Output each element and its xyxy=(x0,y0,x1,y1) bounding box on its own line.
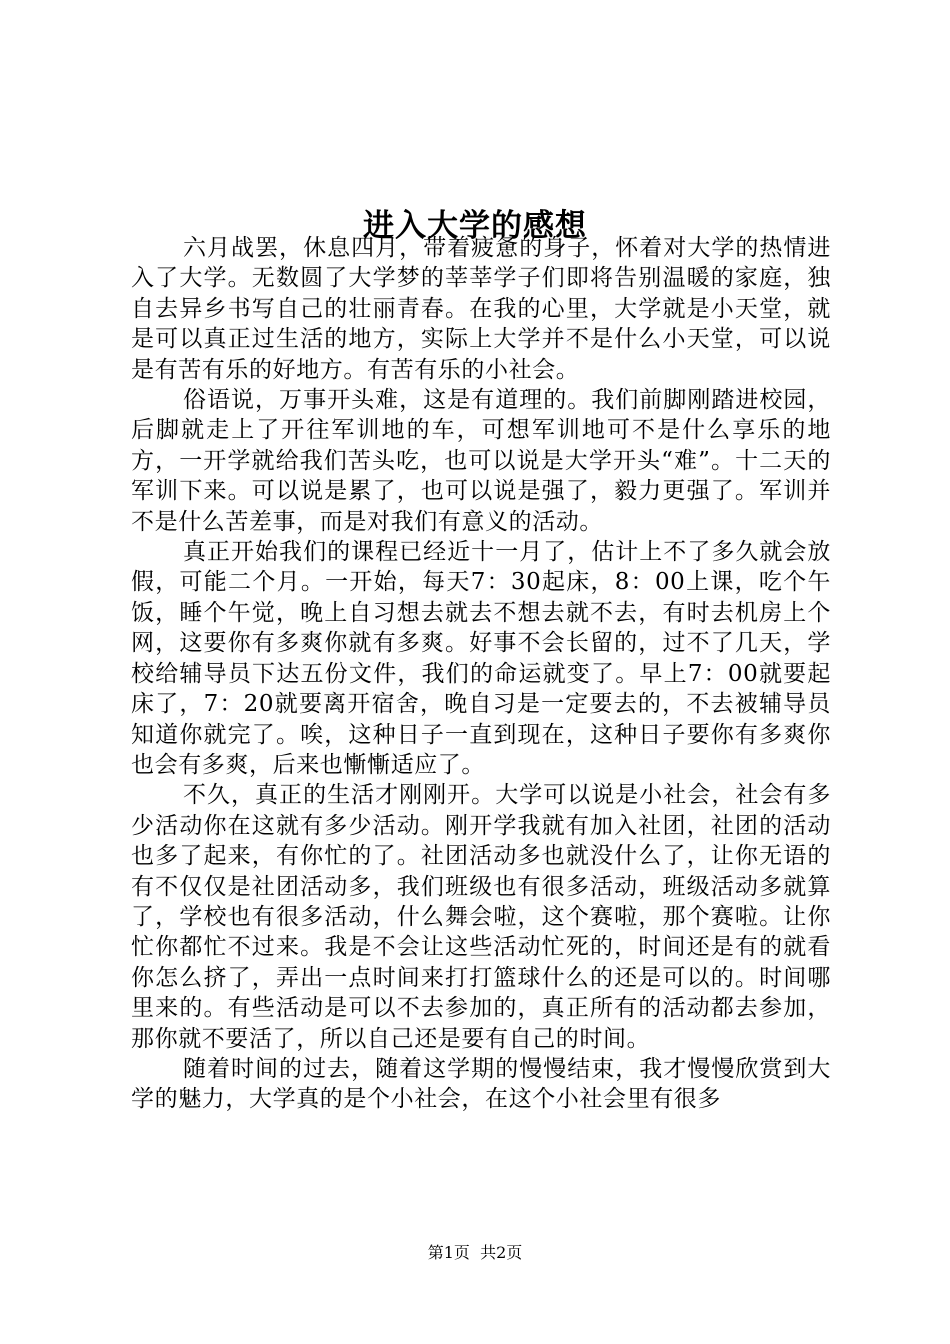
paragraph: 真正开始我们的课程已经近十一月了，估计上不了多久就会放假，可能二个月。一开始，每天7：30起床，8：00上课，吃个午饭，睡个午觉，晚上自习想去就去不想去就不去，有时去机房上个网，这要你有多爽你就有多爽。好事不会长留的，过不了几天，学校给辅导员下达五份文件，我们的命运就变了。早上7：00就要起床了，7：20就要离开宿舍，晚自习是一定要去的，不去被辅导员知道你就完了。唉，这种日子一直到现在，这种日子要你有多爽你也会有多爽，后来也慚慚适应了。 xyxy=(131,539,831,778)
document-body xyxy=(131,233,831,1115)
paragraph: 六月战罢，休息四月，带着疲惫的身子，怀着对大学的热情进入了大学。无数圆了大学梦的莘莘学子们即将告别温暖的家庭，独自去异乡书写自己的壮丽青春。在我的心里，大学就是小天堂，就是可以真正过生活的地方，实际上大学并不是什么小天堂，可以说是有苦有乐的好地方。有苦有乐的小社会。 xyxy=(131,235,831,383)
page-number-footer: 第1页 共2页 xyxy=(427,1243,523,1262)
document-title: 进入大学的感想 xyxy=(363,207,587,244)
paragraph: 不久，真正的生活才刚刚开。大学可以说是小社会，社会有多少活动你在这就有多少活动。刚开学我就有加入社团，社团的活动也多了起来，有你忙的了。社团活动多也就没什么了，让你无语的有不仅仅是社团活动多，我们班级也有很多活动，班级活动多就算了，学校也有很多活动，什么舞会啦，这个赛啦，那个赛啦。让你忙你都忙不过来。我是不会让这些活动忙死的，时间还是有的就看你怎么挤了，弄出一点时间来打打篮球什么的还是可以的。时间哪里来的。有些活动是可以不去参加的，真正所有的活动都去参加，那你就不要活了，所以自己还是要有自己的时间。 xyxy=(131,782,831,1052)
paragraph: 俗语说，万事开头难，这是有道理的。我们前脚刚踏进校园，后脚就走上了开往军训地的车，可想军训地可不是什么享乐的地方，一开学就给我们苦头吃，也可以说是大学开头“难”。十二天的军训下来。可以说是累了，也可以说是强了，毅力更强了。军训并不是什么苦差事，而是对我们有意义的活动。 xyxy=(131,387,831,535)
paragraph: 随着时间的过去，随着这学期的慢慢结束，我才慢慢欣赏到大学的魅力，大学真的是个小社会，在这个小社会里有很多 xyxy=(131,1055,831,1113)
